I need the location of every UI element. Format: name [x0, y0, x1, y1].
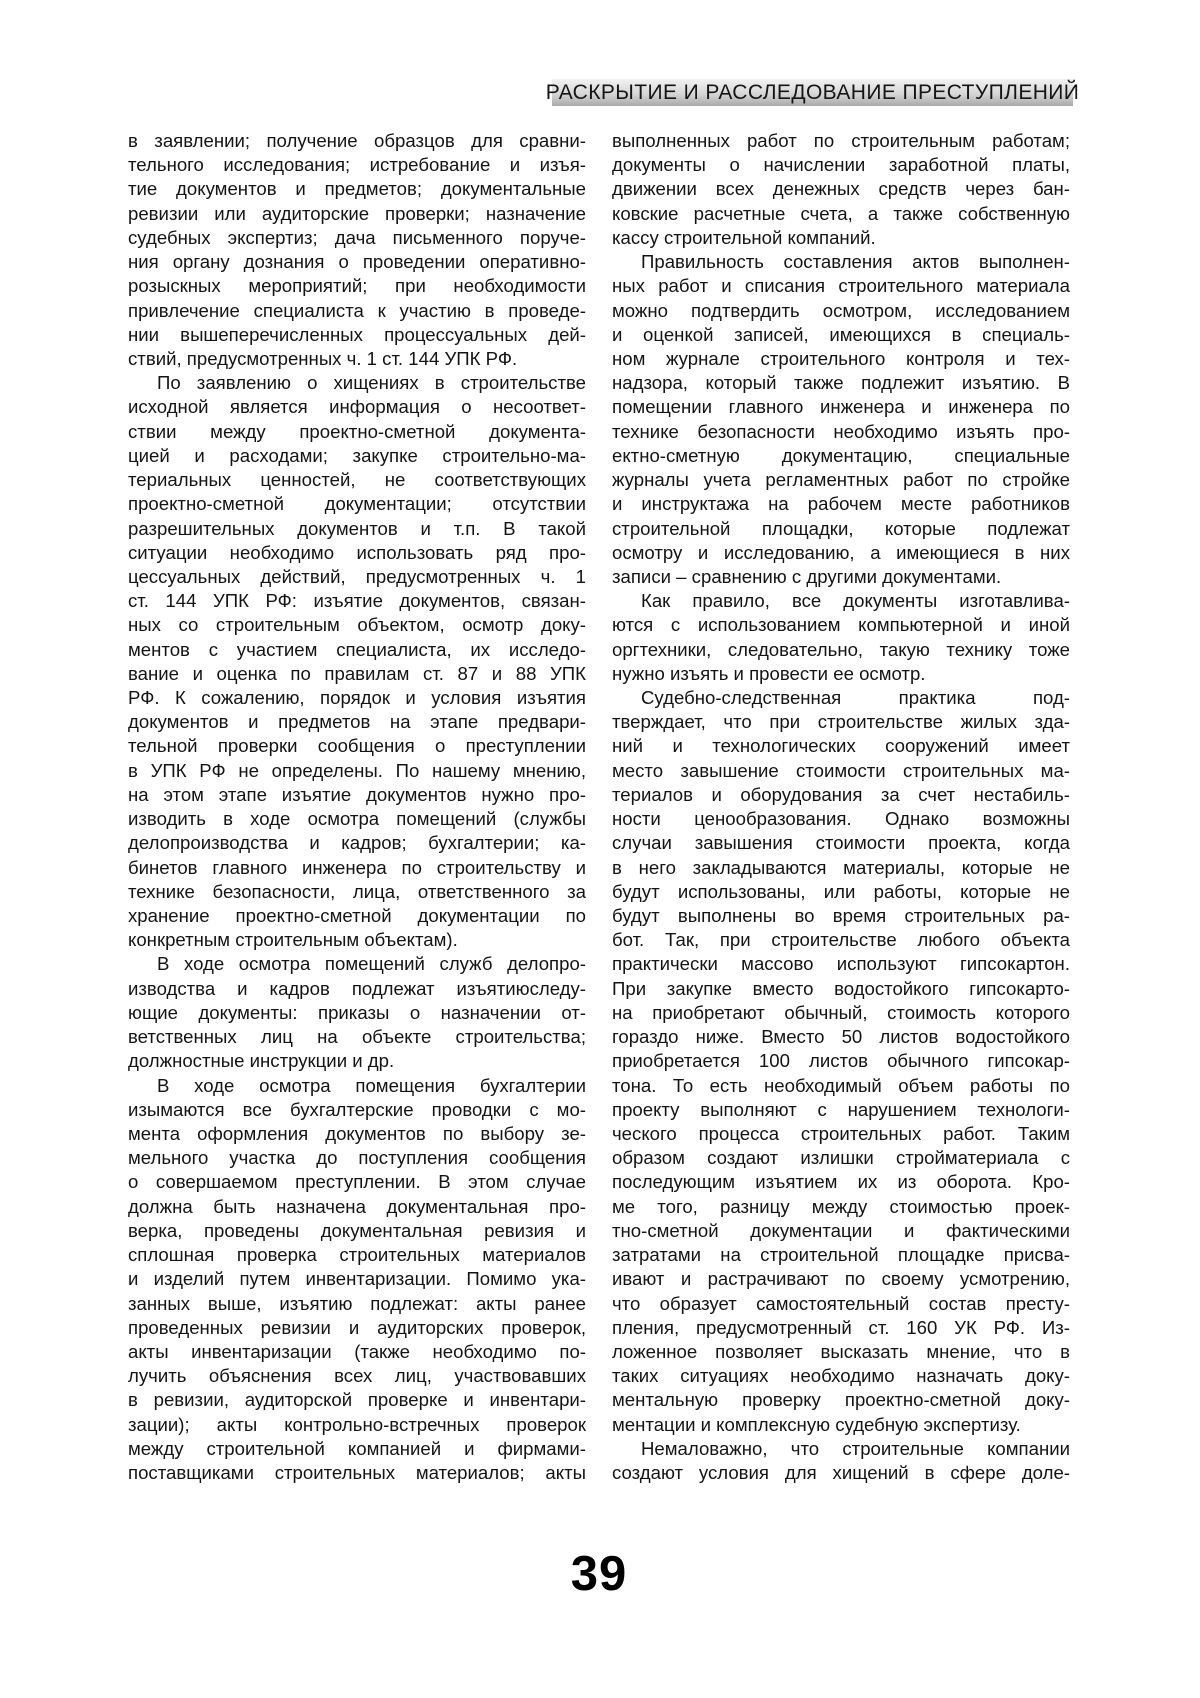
text-line: документов и предметов на этапе предвари- — [128, 711, 586, 733]
text-line: ложенное позволяет высказать мнение, что в — [612, 1340, 1070, 1362]
text-line: розыскных мероприятий; при необходимости — [128, 275, 586, 297]
text-line: занных выше, изъятию подлежат: акты ранее — [128, 1292, 586, 1314]
page-number: 39 — [570, 1547, 628, 1601]
text-line: мельного участка до поступления сообщения — [128, 1147, 586, 1169]
text-line: При закупке вместо водостойкого гипсокарто- — [612, 977, 1070, 999]
text-line: По заявлению о хищениях в строительстве — [157, 372, 586, 394]
text-line: записи – сравнению с другими документами. — [612, 565, 1002, 587]
text-line: затратами на строительной площадке присва- — [612, 1244, 1070, 1266]
text-line: проекту выполняют с нарушением технологи- — [612, 1098, 1070, 1120]
text-line: на приобретают обычный, стоимость которого — [612, 1001, 1070, 1023]
text-line: изымаются все бухгалтерские проводки с мо- — [128, 1098, 586, 1120]
text-line: исходной является информация о несоответ- — [128, 396, 586, 418]
text-line: ст. 144 УПК РФ: изъятие документов, связан- — [128, 590, 586, 612]
right-column — [612, 129, 1070, 1485]
text-line: тно-сметной документации и фактическими — [612, 1219, 1070, 1241]
text-line: конкретным строительным объектам). — [128, 929, 458, 951]
text-line: должностные инструкции и др. — [128, 1050, 395, 1072]
text-line: в ревизии, аудиторской проверке и инвентари- — [128, 1389, 586, 1411]
text-line: в него закладываются материалы, которые не — [612, 856, 1070, 878]
text-line: выполненных работ по строительным работам; — [612, 130, 1070, 151]
text-line: осмотру и исследованию, а имеющиеся в них — [612, 541, 1070, 563]
text-line: цией и расходами; закупке строительно-ма- — [128, 444, 586, 466]
text-line: делопроизводства и кадров; бухгалтерии; ка- — [128, 832, 586, 854]
text-line: ивают и растрачивают по своему усмотрению, — [612, 1268, 1070, 1290]
text-line: будут использованы, или работы, которые не — [612, 880, 1070, 902]
text-line: мента оформления документов по выбору зе- — [128, 1122, 586, 1144]
text-line: ются с использованием компьютерной и иной — [612, 614, 1070, 636]
text-line: кассу строительной компаний. — [612, 226, 876, 248]
text-line: хранение проектно-сметной документации по — [128, 905, 586, 926]
text-line: движении всех денежных средств через бан- — [612, 178, 1070, 200]
text-line: вание и оценка по правилам ст. 87 и 88 УПК — [128, 662, 586, 684]
text-line: на этом этапе изъятие документов нужно про- — [128, 783, 586, 805]
text-line: строительной площадки, которые подлежат — [612, 517, 1070, 539]
text-line: верка, проведены документальная ревизия и — [128, 1219, 586, 1241]
text-line: цессуальных действий, предусмотренных ч. 1 — [128, 565, 586, 587]
text-line: тона. То есть необходимый объем работы по — [612, 1074, 1070, 1096]
text-line: ности ценообразования. Однако возможны — [612, 808, 1070, 830]
text-columns — [128, 129, 1070, 1485]
text-line: создают условия для хищений в сфере доле- — [612, 1462, 1070, 1484]
text-line: ментов с участием специалиста, их исследо- — [128, 638, 586, 660]
text-line: тие документов и предметов; документальные — [128, 178, 586, 200]
text-line: тельной проверки сообщения о преступлении — [128, 735, 586, 757]
text-line: в УПК РФ не определены. По нашему мнению, — [128, 759, 586, 781]
text-line: пления, предусмотренный ст. 160 УК РФ. Из- — [612, 1316, 1070, 1338]
text-line: РФ. К сожалению, порядок и условия изъятия — [128, 687, 586, 709]
text-line: случаи завышения стоимости проекта, когда — [612, 832, 1070, 854]
text-line: можно подтвердить осмотром, исследованием — [612, 299, 1070, 321]
text-line: журналы учета регламентных работ по стройке — [612, 469, 1070, 491]
text-line: ных работ и списания строительного материала — [612, 275, 1070, 297]
text-line: ревизии или аудиторские проверки; назначение — [128, 202, 586, 224]
text-line: териалов и оборудования за счет нестабиль- — [612, 783, 1070, 805]
text-line: практически массово используют гипсокартон. — [612, 953, 1070, 975]
text-line: о совершаемом преступлении. В этом случае — [128, 1171, 586, 1193]
text-line: последующим изъятием их из оборота. Кро- — [612, 1171, 1070, 1193]
text-line: изводства и кадров подлежат изъятиюследу- — [128, 977, 586, 999]
text-line: помещении главного инженера и инженера по — [612, 396, 1070, 418]
text-line: ветственных лиц на объекте строительства; — [128, 1026, 586, 1048]
text-line: Судебно-следственная практика под- — [641, 687, 1070, 709]
left-column — [128, 129, 586, 1485]
text-line: в заявлении; получение образцов для сравни- — [128, 130, 586, 151]
text-line: ния органу дознания о проведении оперативно- — [128, 251, 586, 273]
text-line: судебных экспертиз; дача письменного поруче- — [128, 226, 586, 248]
text-line: и инструктажа на рабочем месте работников — [612, 493, 1070, 515]
text-line: проектно-сметной документации; отсутствии — [128, 493, 586, 515]
text-line: таких ситуациях необходимо назначать доку- — [612, 1365, 1070, 1387]
text-line: акты инвентаризации (также необходимо по- — [128, 1340, 586, 1362]
text-line: ситуации необходимо использовать ряд про- — [128, 541, 586, 563]
text-line: нии вышеперечисленных процессуальных дей- — [128, 323, 586, 345]
text-line: ектно-сметную документацию, специальные — [612, 444, 1070, 466]
text-line: ных со строительным объектом, осмотр доку- — [128, 614, 586, 636]
text-line: ний и технологических сооружений имеет — [612, 735, 1070, 757]
text-line: что образует самостоятельный состав престу- — [612, 1292, 1070, 1314]
text-line: приобретается 100 листов обычного гипсокар- — [612, 1050, 1070, 1072]
text-line: оргтехники, следовательно, такую технику тоже — [612, 638, 1070, 660]
text-line: гораздо ниже. Вместо 50 листов водостойкого — [612, 1026, 1070, 1048]
text-line: и оценкой записей, имеющихся в специаль- — [612, 323, 1070, 345]
text-line: между строительной компанией и фирмами- — [128, 1437, 586, 1459]
text-line: поставщиками строительных материалов; акты — [128, 1462, 586, 1484]
text-line: надзора, который также подлежит изъятию. В — [612, 372, 1070, 394]
running-header-title: РАСКРЫТИЕ И РАССЛЕДОВАНИЕ ПРЕСТУПЛЕНИЙ — [545, 80, 1080, 104]
text-line: привлечение специалиста к участию в проведе- — [128, 299, 586, 321]
text-line: В ходе осмотра помещений служб делопро- — [157, 953, 586, 975]
text-line: бот. Так, при строительстве любого объекта — [612, 929, 1070, 951]
text-line: ствии между проектно-сметной документа- — [128, 420, 586, 442]
text-line: тельного исследования; истребование и изъя- — [128, 154, 586, 176]
text-line: ствий, предусмотренных ч. 1 ст. 144 УПК РФ. — [128, 347, 518, 369]
text-line: и изделий путем инвентаризации. Помимо ука- — [128, 1268, 586, 1290]
text-line: Немаловажно, что строительные компании — [641, 1437, 1070, 1459]
text-line: образом создают излишки стройматериала с — [612, 1147, 1070, 1169]
text-line: сплошная проверка строительных материалов — [128, 1244, 586, 1266]
text-line: В ходе осмотра помещения бухгалтерии — [157, 1074, 586, 1096]
text-line: ющие документы: приказы о назначении от- — [128, 1001, 586, 1023]
text-line: технике безопасности необходимо изъять про- — [612, 420, 1070, 442]
text-line: ментальную проверку проектно-сметной доку- — [612, 1389, 1070, 1411]
text-line: будут выполнены во время строительных ра- — [612, 905, 1070, 926]
text-line: ном журнале строительного контроля и тех- — [612, 347, 1070, 369]
text-line: тверждает, что при строительстве жилых зда- — [612, 711, 1070, 733]
text-line: ковские расчетные счета, а также собственную — [612, 202, 1070, 224]
text-line: документы о начислении заработной платы, — [612, 154, 1070, 176]
text-line: ме того, разницу между стоимостью проек- — [612, 1195, 1070, 1217]
running-header — [545, 79, 1080, 106]
text-line: зации); акты контрольно-встречных проверок — [128, 1413, 586, 1435]
text-line: нужно изъять и провести ее осмотр. — [612, 662, 926, 684]
text-line: разрешительных документов и т.п. В такой — [128, 517, 586, 539]
text-line: должна быть назначена документальная про- — [128, 1195, 586, 1217]
text-line: бинетов главного инженера по строительству и — [128, 856, 586, 878]
text-line: териальных ценностей, не соответствующих — [128, 469, 586, 491]
text-line: ческого процесса строительных работ. Таким — [612, 1122, 1070, 1144]
text-line: Как правило, все документы изготавлива- — [641, 590, 1070, 612]
text-line: ментации и комплексную судебную экспертизу. — [612, 1413, 1021, 1435]
text-line: изводить в ходе осмотра помещений (службы — [128, 808, 586, 830]
text-line: технике безопасности, лица, ответственного за — [128, 880, 586, 902]
text-line: Правильность составления актов выполнен- — [641, 251, 1070, 273]
text-line: лучить объяснения всех лиц, участвовавших — [128, 1365, 586, 1387]
text-line: место завышение стоимости строительных ма- — [612, 759, 1070, 781]
text-line: проведенных ревизии и аудиторских проверок, — [128, 1316, 586, 1338]
